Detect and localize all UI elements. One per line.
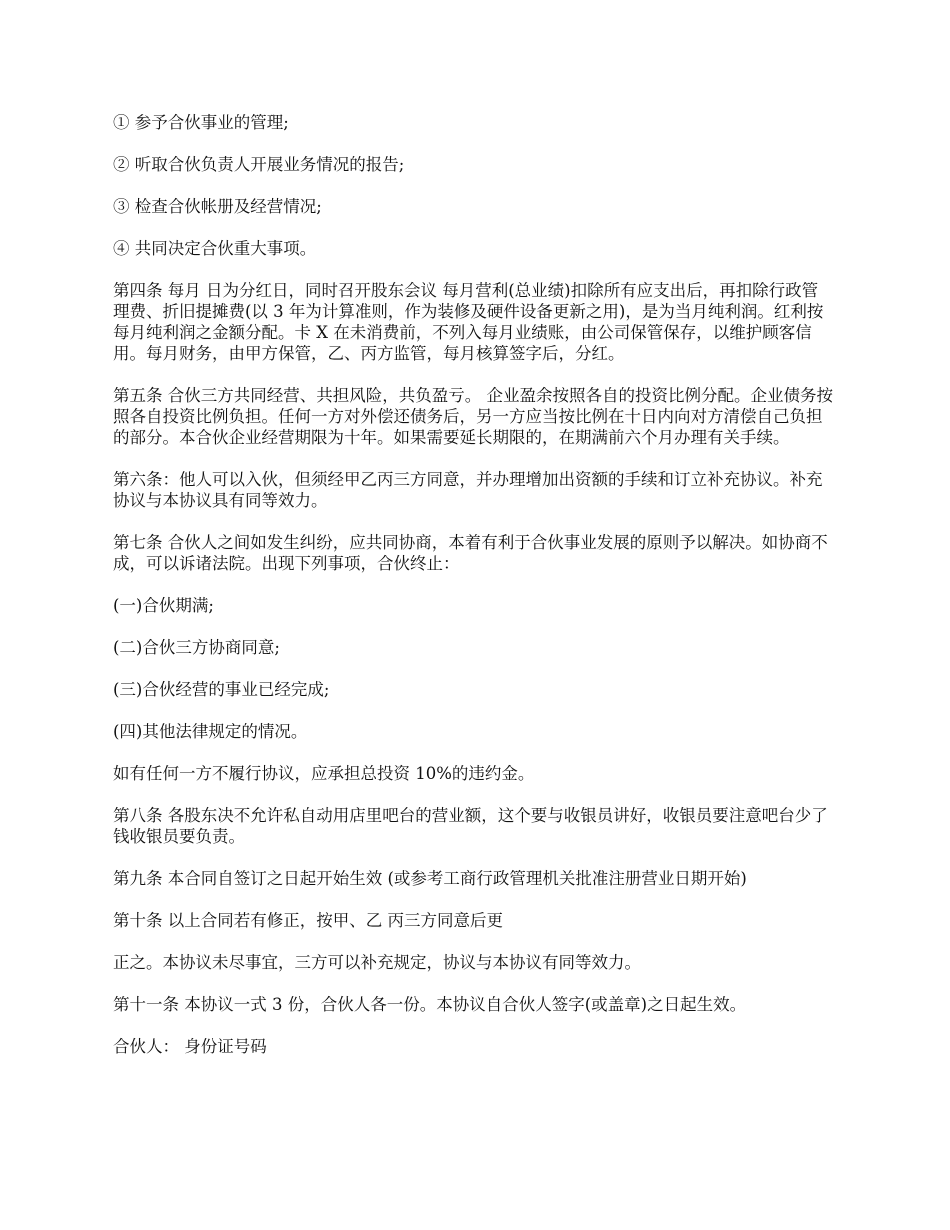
termination-item-3: (三)合伙经营的事业已经完成; (113, 680, 330, 699)
clause-item-1: ① 参予合伙事业的管理; (113, 113, 289, 132)
article-11: 第十一条 本协议一式 3 份，合伙人各一份。本协议自合伙人签字(或盖章)之日起生效。 (113, 995, 747, 1014)
article-10-continued: 正之。本协议未尽事宜，三方可以补充规定，协议与本协议有同等效力。 (113, 953, 641, 972)
signature-line: 合伙人： 身份证号码 (113, 1037, 267, 1056)
termination-item-4: (四)其他法律规定的情况。 (113, 722, 308, 741)
document-body (113, 112, 833, 1078)
article-6: 第六条：他人可以入伙，但须经甲乙丙三方同意，并办理增加出资额的手续和订立补充协议。补充协议与本协议具有同等效力。 (113, 470, 823, 510)
article-8: 第八条 各股东决不允许私自动用店里吧台的营业额，这个要与收银员讲好，收银员要注意吧台少了钱收银员要负责。 (113, 806, 828, 846)
article-5: 第五条 合伙三方共同经营、共担风险，共负盈亏。 企业盈余按照各自的投资比例分配。企业债务按照各自投资比例负担。任何一方对外偿还债务后，另一方应当按比例在十日内向对方清偿自己负担的部分。本合伙企业经营期限为十年。如果需要延长期限的，在期满前六个月办理有关手续。 (113, 386, 833, 447)
clause-item-3: ③ 检查合伙帐册及经营情况; (113, 197, 322, 216)
termination-item-2: (二)合伙三方协商同意; (113, 638, 280, 657)
article-9: 第九条 本合同自签订之日起开始生效 (或参考工商行政管理机关批准注册营业日期开始) (113, 869, 747, 888)
article-10: 第十条 以上合同若有修正，按甲、乙 丙三方同意后更 (113, 911, 503, 930)
clause-item-4: ④ 共同决定合伙重大事项。 (113, 239, 317, 258)
termination-item-1: (一)合伙期满; (113, 596, 214, 615)
article-7: 第七条 合伙人之间如发生纠纷，应共同协商，本着有利于合伙事业发展的原则予以解决。如协商不成，可以诉诸法院。出现下列事项，合伙终止： (113, 533, 828, 573)
article-4: 第四条 每月 日为分红日，同时召开股东会议 每月营利(总业绩)扣除所有应支出后，再扣除行政管理费、折旧提摊费(以 3 年为计算准则，作为装修及硬件设备更新之用)，是为当月纯利润。红利按每月纯利润之金额分配。卡 X 在未消费前，不列入每月业绩账，由公司保管保存，以维护顾客信用。每月财务，由甲方保管，乙、丙方监管，每月核算签字后，分红。 (113, 281, 824, 363)
clause-item-2: ② 听取合伙负责人开展业务情况的报告; (113, 155, 405, 174)
penalty-clause: 如有任何一方不履行协议，应承担总投资 10%的违约金。 (113, 764, 535, 783)
